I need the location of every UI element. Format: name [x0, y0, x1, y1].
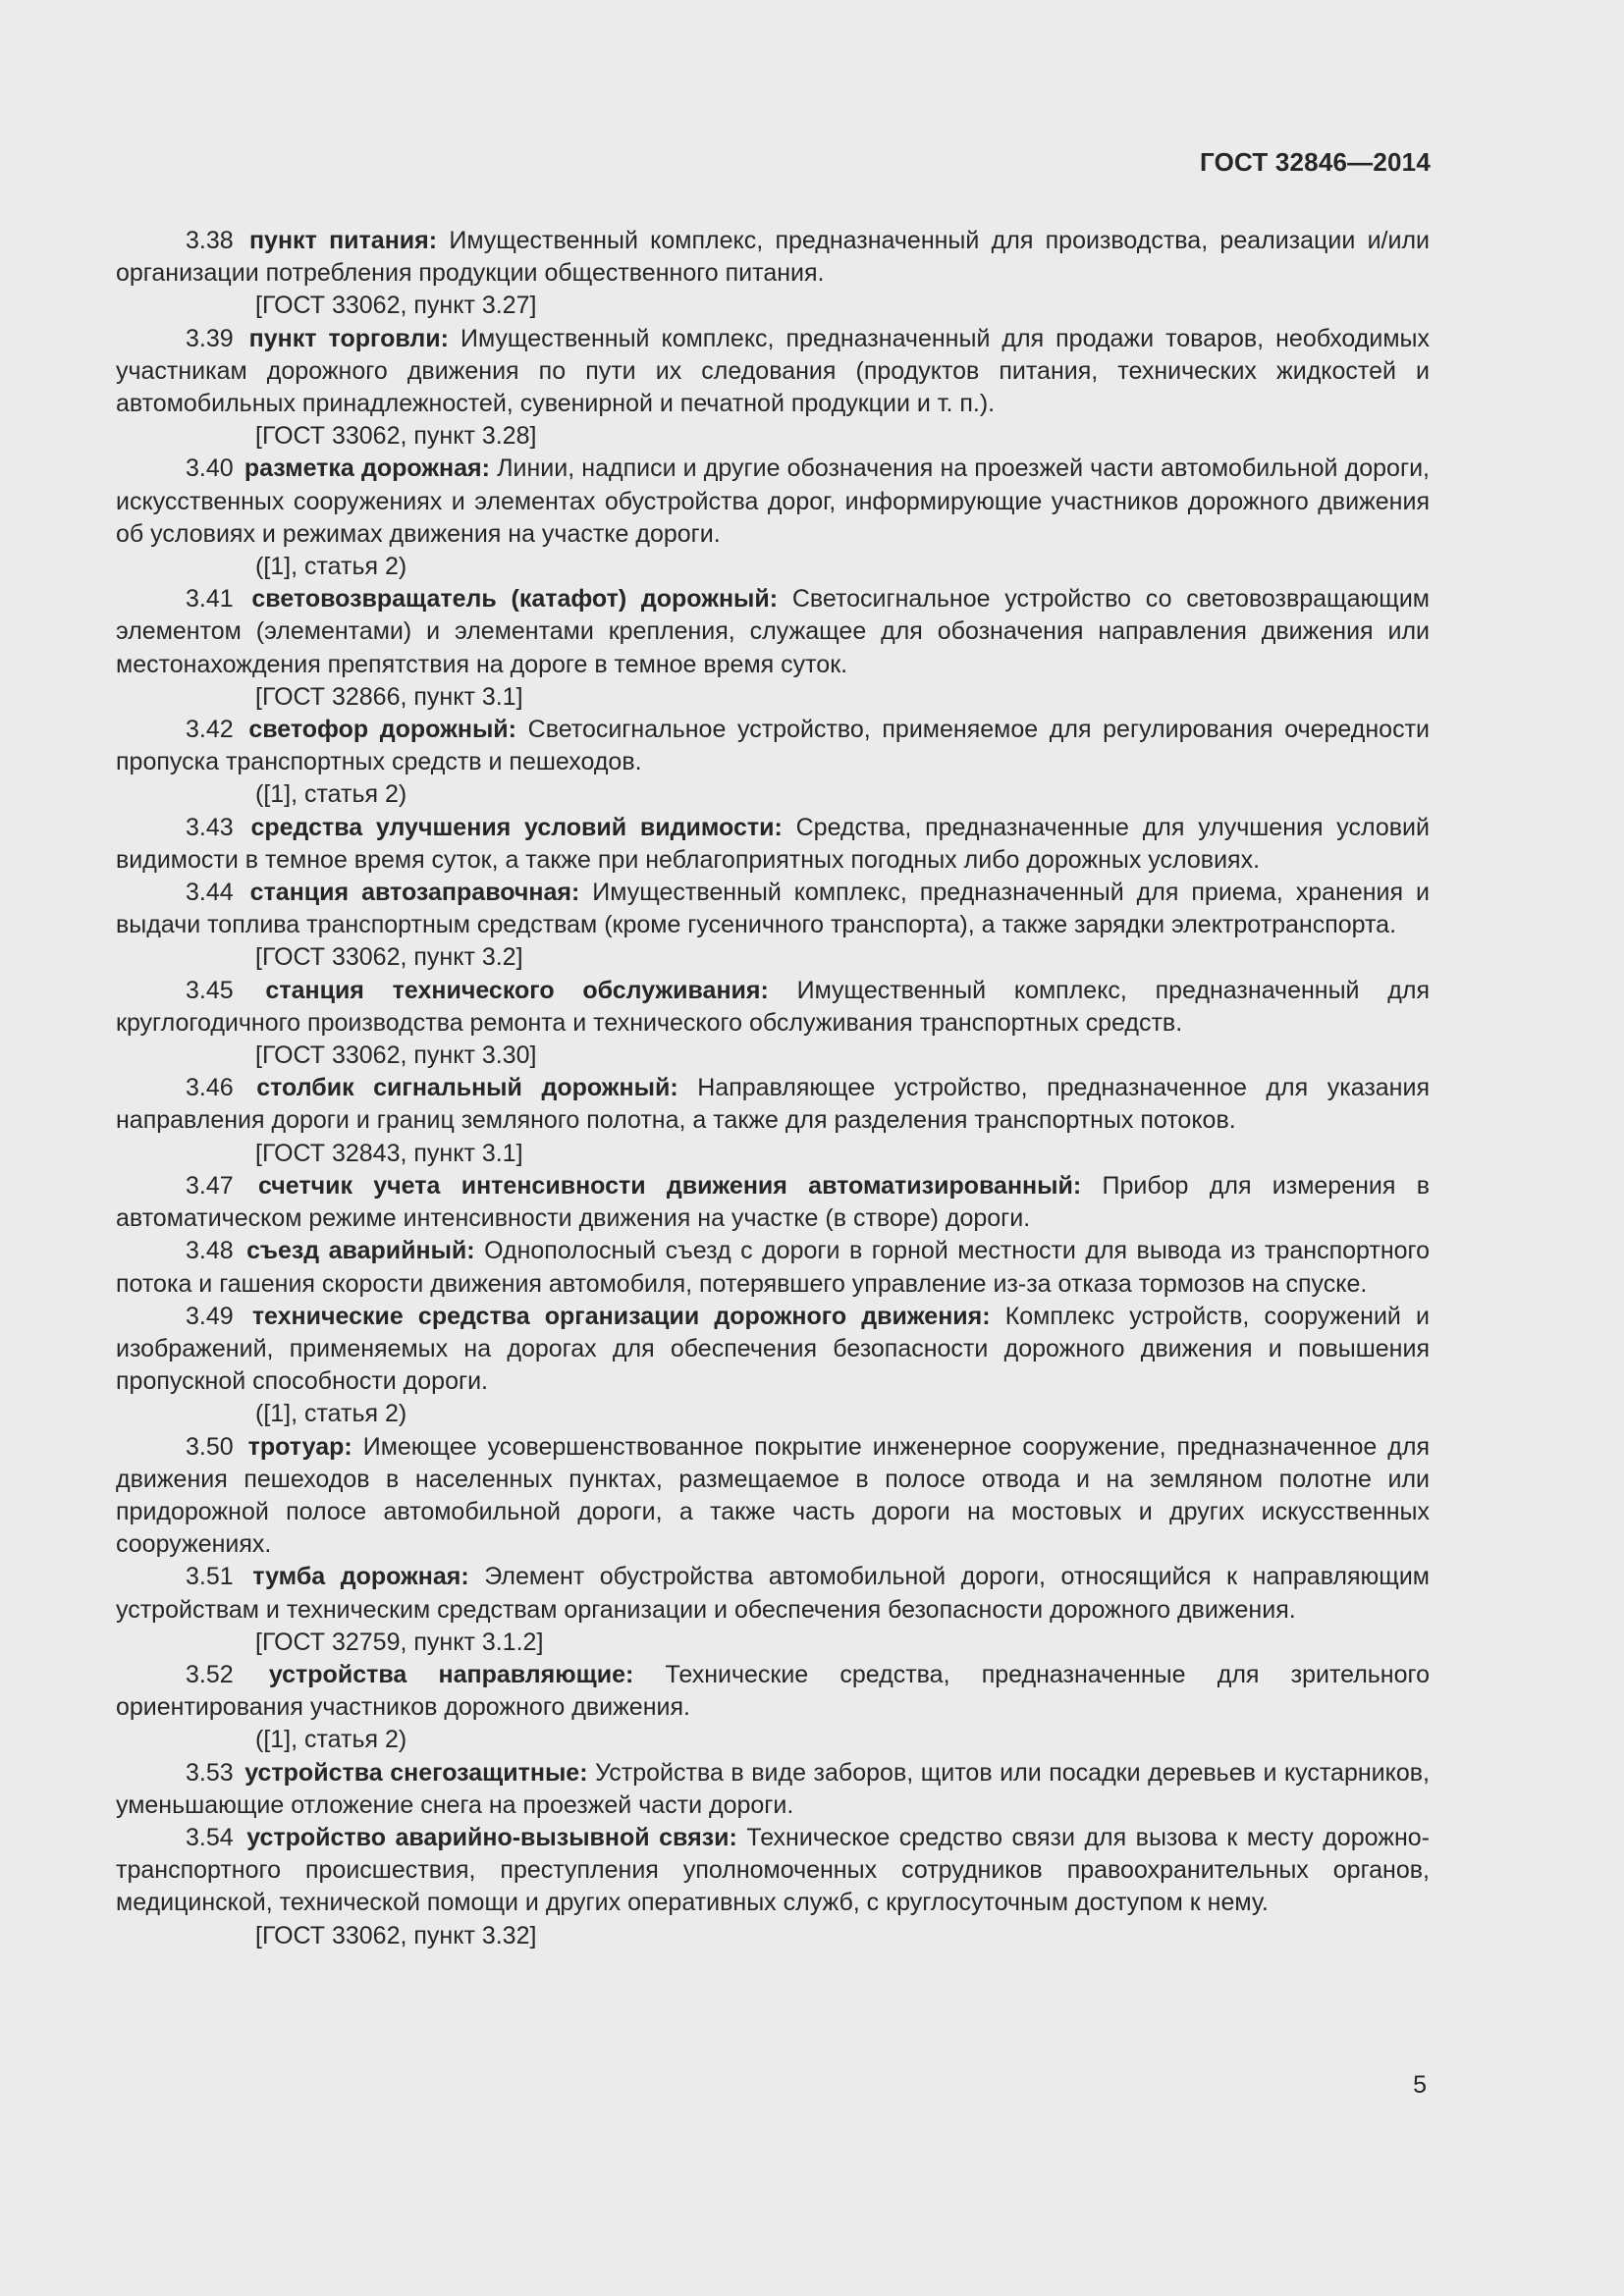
term-title: тумба дорожная: [252, 1563, 469, 1591]
term-number: 3.43 [186, 813, 234, 841]
term-entry-3-49 [116, 1301, 1430, 1431]
term-number: 3.42 [186, 716, 234, 744]
term-definition: Комплекс устройств, сооружений и изображений, применяемых на дорогах для обеспечения безопасности дорожного движения и повышения пропускной способности дороги. [116, 1302, 1430, 1396]
document-code: ГОСТ 32846—2014 [1200, 147, 1431, 177]
term-entry-3-45 [116, 975, 1430, 1073]
definition-paragraph [116, 1757, 1430, 1822]
term-definition: Светосигнальное устройство, применяемое для регулирования очередности пропуска транспортных средств и пешеходов. [116, 716, 1430, 776]
term-definition: Прибор для измерения в автоматическом режиме интенсивности движения на участке (в створе) дороги. [116, 1171, 1430, 1233]
definition-paragraph [116, 1301, 1430, 1399]
term-reference: ([1], статья 2) [255, 1726, 407, 1754]
term-title: станция технического обслуживания: [265, 976, 769, 1004]
term-entry-3-54 [116, 1822, 1430, 1952]
term-title: столбик сигнальный дорожный: [256, 1074, 678, 1102]
term-entry-3-44 [116, 877, 1430, 975]
term-reference: [ГОСТ 33062, пункт 3.2] [255, 943, 523, 972]
definition-paragraph [116, 1431, 1430, 1562]
term-title: пункт питания: [248, 227, 438, 254]
definition-paragraph [116, 714, 1430, 778]
term-title: станция автозаправочная: [249, 879, 580, 907]
term-entry-3-42 [116, 714, 1430, 812]
definition-paragraph [116, 453, 1430, 551]
term-entry-3-43 [116, 812, 1430, 877]
definition-paragraph [116, 323, 1430, 421]
term-number: 3.48 [186, 1237, 234, 1265]
definition-paragraph [116, 1822, 1430, 1920]
term-reference: [ГОСТ 33062, пункт 3.27] [255, 292, 537, 320]
term-number: 3.54 [186, 1823, 234, 1851]
term-entry-3-38 [116, 225, 1430, 323]
term-reference: [ГОСТ 33062, пункт 3.30] [255, 1041, 537, 1070]
term-definition: Имущественный комплекс, предназначенный для приема, хранения и выдачи топлива транспортным средствам (кроме гусеничного транспорта), а также зарядки электротранспорта. [116, 879, 1430, 939]
term-definition: Направляющее устройство, предназначенное для указания направления дороги и границ земляного полотна, а также для разделения транспортных потоков. [116, 1074, 1430, 1135]
term-definition: Технические средства, предназначенные для зрительного ориентирования участников дорожного движения. [116, 1660, 1430, 1722]
term-definition: Устройства в виде заборов, щитов или посадки деревьев и кустарников, уменьшающие отложение снега на проезжей части дороги. [116, 1758, 1430, 1819]
term-reference: [ГОСТ 32866, пункт 3.1] [255, 682, 523, 711]
term-number: 3.45 [186, 976, 234, 1004]
term-number: 3.49 [186, 1302, 234, 1330]
term-entry-3-51 [116, 1561, 1430, 1659]
definition-paragraph [116, 877, 1430, 941]
term-title: счетчик учета интенсивности движения автоматизированный: [257, 1171, 1082, 1200]
definition-paragraph [116, 1072, 1430, 1137]
term-reference: [ГОСТ 33062, пункт 3.32] [255, 1921, 537, 1949]
term-title: световозвращатель (катафот) дорожный: [251, 585, 779, 614]
term-entry-3-46 [116, 1072, 1430, 1170]
term-number: 3.40 [186, 454, 234, 483]
term-number: 3.46 [186, 1074, 234, 1102]
definition-paragraph [116, 812, 1430, 877]
term-entry-3-53 [116, 1757, 1430, 1822]
term-title: средства улучшения условий видимости: [250, 813, 783, 841]
term-title: пункт торговли: [248, 324, 449, 352]
term-title: тротуар: [247, 1432, 352, 1461]
term-definition: Имущественный комплекс, предназначенный для продажи товаров, необходимых участникам дорожного движения по пути их следования (продуктов питания, технических жидкостей и автомобильных принадлежностей, сувенирной и печатной продукции и т. п.). [116, 324, 1430, 418]
term-entry-3-47 [116, 1170, 1430, 1235]
term-number: 3.53 [186, 1758, 234, 1787]
term-title: светофор дорожный: [248, 716, 516, 744]
term-definition: Средства, предназначенные для улучшения условий видимости в темное время суток, а также при неблагоприятных погодных либо дорожных условиях. [116, 813, 1430, 874]
term-number: 3.52 [186, 1660, 234, 1688]
terms-list [116, 225, 1430, 1952]
term-definition: Линии, надписи и другие обозначения на проезжей части автомобильной дороги, искусственных сооружениях и элементах обустройства дорог, информирующие участников дорожного движения об условиях и режимах движения на участке дороги. [116, 454, 1430, 548]
term-reference: ([1], статья 2) [255, 780, 407, 809]
term-definition: Имущественный комплекс, предназначенный для круглогодичного производства ремонта и технического обслуживания транспортных средств. [116, 976, 1430, 1037]
term-number: 3.39 [186, 324, 234, 352]
term-definition: Светосигнальное устройство со световозвращающим элементом (элементами) и элементами крепления, служащее для обозначения направления движения или местонахождения препятствия на дороге в темное время суток. [116, 585, 1430, 678]
term-reference: ([1], статья 2) [255, 1400, 407, 1428]
definition-paragraph [116, 1235, 1430, 1300]
term-title: устройство аварийно-вызывной связи: [246, 1823, 737, 1851]
term-number: 3.38 [186, 227, 234, 254]
definition-paragraph [116, 1659, 1430, 1724]
term-title: разметка дорожная: [244, 454, 490, 483]
definition-paragraph [116, 975, 1430, 1040]
term-reference: [ГОСТ 32759, пункт 3.1.2] [255, 1628, 544, 1656]
page-number: 5 [1413, 2071, 1427, 2099]
term-definition: Имущественный комплекс, предназначенный для производства, реализации и/или организации потребления продукции общественного питания. [116, 227, 1430, 288]
term-reference: [ГОСТ 33062, пункт 3.28] [255, 422, 537, 451]
term-entry-3-48 [116, 1235, 1430, 1300]
term-entry-3-41 [116, 583, 1430, 714]
definition-paragraph [116, 225, 1430, 290]
term-reference: ([1], статья 2) [255, 553, 407, 581]
definition-paragraph [116, 1561, 1430, 1626]
term-number: 3.50 [186, 1432, 234, 1461]
definition-paragraph [116, 1170, 1430, 1235]
term-reference: [ГОСТ 32843, пункт 3.1] [255, 1139, 523, 1167]
term-entry-3-40 [116, 453, 1430, 583]
term-entry-3-52 [116, 1659, 1430, 1757]
term-number: 3.51 [186, 1563, 234, 1591]
term-definition: Техническое средство связи для вызова к месту дорожно-транспортного происшествия, преступления уполномоченных сотрудников правоохранительных органов, медицинской, технической помощи и других оперативных служб, с круглосуточным доступом к нему. [116, 1823, 1430, 1917]
term-title: технические средства организации дорожного движения: [251, 1302, 991, 1330]
term-number: 3.44 [186, 879, 234, 907]
term-definition: Имеющее усовершенствованное покрытие инженерное сооружение, предназначенное для движения пешеходов в населенных пунктах, размещаемое в полосе отвода и на земляном полотне или придорожной полосе автомобильной дороги, а также часть дороги на мостовых и других искусственных сооружениях. [116, 1432, 1430, 1559]
term-number: 3.47 [186, 1171, 234, 1200]
term-entry-3-50 [116, 1431, 1430, 1562]
definition-paragraph [116, 583, 1430, 681]
term-title: устройства направляющие: [268, 1660, 634, 1688]
term-entry-3-39 [116, 323, 1430, 454]
term-title: съезд аварийный: [246, 1237, 475, 1265]
term-definition: Однополосный съезд с дороги в горной местности для вывода из транспортного потока и гашения скорости движения автомобиля, потерявшего управление из-за отказа тормозов на спуске. [116, 1237, 1430, 1298]
term-number: 3.41 [186, 585, 234, 614]
term-title: устройства снегозащитные: [244, 1758, 588, 1787]
term-definition: Элемент обустройства автомобильной дороги, относящийся к направляющим устройствам и техническим средствам организации и обеспечения безопасности дорожного движения. [116, 1563, 1430, 1624]
